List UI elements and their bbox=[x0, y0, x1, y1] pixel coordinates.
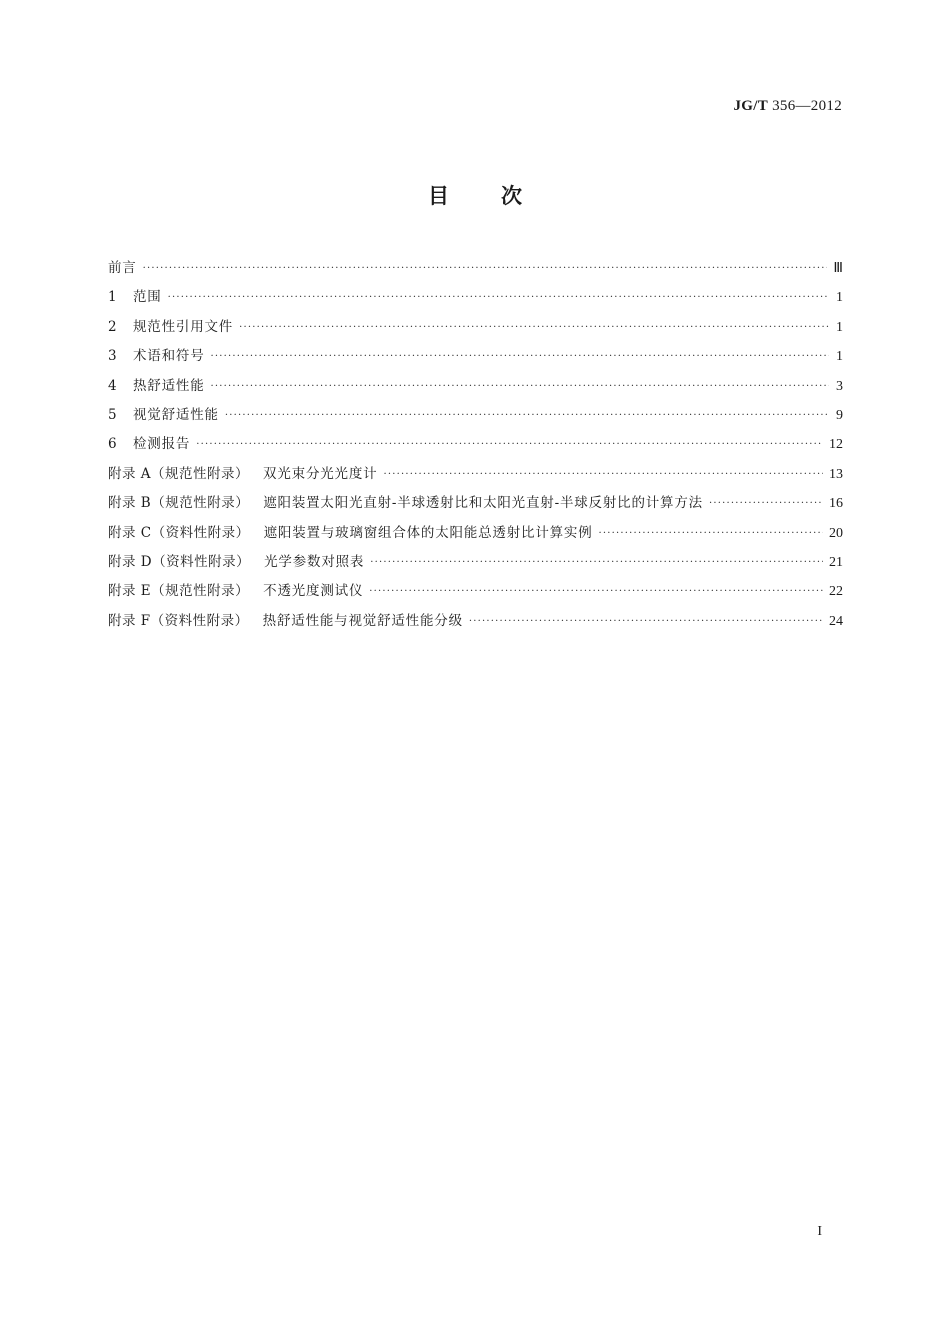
toc-entry-number: 6 bbox=[108, 436, 117, 453]
toc-entry-number: 4 bbox=[108, 377, 117, 394]
toc-dot-leader bbox=[239, 322, 829, 333]
toc-entry-appendix-prefix: 附录 B（规范性附录） bbox=[108, 495, 250, 512]
toc-entry[interactable] bbox=[108, 491, 843, 520]
toc-entry-page: 1 bbox=[836, 319, 843, 335]
toc-entry-label: 范围 bbox=[133, 289, 162, 306]
toc-entry-page: 12 bbox=[829, 437, 843, 453]
toc-entry-number: 5 bbox=[108, 406, 117, 423]
toc-dot-leader bbox=[196, 439, 823, 450]
toc-entry-number: 1 bbox=[108, 289, 117, 306]
page-number: I bbox=[817, 1224, 822, 1239]
toc-entry-label: 不透光度测试仪 bbox=[263, 583, 364, 600]
toc-entry-label: 规范性引用文件 bbox=[133, 318, 234, 335]
toc-entry-page: 13 bbox=[829, 466, 843, 482]
toc-dot-leader bbox=[211, 351, 830, 362]
toc-dot-leader bbox=[211, 381, 830, 392]
toc-dot-leader bbox=[369, 586, 823, 597]
toc-entry-label: 双光束分光光度计 bbox=[263, 465, 378, 482]
table-of-contents bbox=[108, 256, 843, 638]
toc-entry[interactable] bbox=[108, 521, 843, 550]
toc-entry-number: 2 bbox=[108, 318, 117, 335]
toc-entry-appendix-prefix: 附录 F（资料性附录） bbox=[108, 612, 249, 629]
toc-entry-label: 热舒适性能 bbox=[133, 377, 205, 394]
toc-dot-leader bbox=[709, 498, 823, 509]
toc-dot-leader bbox=[143, 263, 828, 274]
toc-entry-page: 1 bbox=[836, 349, 843, 365]
toc-entry[interactable] bbox=[108, 315, 843, 344]
toc-entry-label: 术语和符号 bbox=[133, 348, 205, 365]
toc-entry-label: 光学参数对照表 bbox=[264, 553, 365, 570]
toc-entry[interactable] bbox=[108, 285, 843, 314]
toc-dot-leader bbox=[383, 469, 823, 480]
standard-code-number: 356—2012 bbox=[772, 98, 842, 114]
page-title: 目次 bbox=[428, 184, 574, 208]
toc-entry[interactable] bbox=[108, 462, 843, 491]
toc-entry-label: 遮阳装置太阳光直射-半球透射比和太阳光直射-半球反射比的计算方法 bbox=[263, 495, 703, 512]
toc-entry[interactable] bbox=[108, 579, 843, 608]
toc-dot-leader bbox=[370, 557, 823, 568]
toc-entry[interactable] bbox=[108, 550, 843, 579]
toc-entry-label: 遮阳装置与玻璃窗组合体的太阳能总透射比计算实例 bbox=[263, 524, 593, 541]
toc-entry[interactable] bbox=[108, 432, 843, 461]
toc-dot-leader bbox=[469, 616, 823, 627]
toc-entry-page: 16 bbox=[829, 496, 843, 512]
toc-entry-number: 3 bbox=[108, 348, 117, 365]
standard-code bbox=[733, 98, 842, 115]
toc-entry-appendix-prefix: 附录 E（规范性附录） bbox=[108, 583, 250, 600]
toc-entry[interactable] bbox=[108, 344, 843, 373]
toc-dot-leader bbox=[168, 292, 829, 303]
toc-entry-label: 热舒适性能与视觉舒适性能分级 bbox=[262, 612, 463, 629]
toc-entry-appendix-prefix: 附录 D（资料性附录） bbox=[108, 553, 251, 570]
toc-entry[interactable] bbox=[108, 609, 843, 638]
toc-dot-leader bbox=[599, 528, 823, 539]
toc-entry-appendix-prefix: 附录 C（资料性附录） bbox=[108, 524, 250, 541]
toc-entry-page: 1 bbox=[836, 290, 843, 306]
toc-entry[interactable] bbox=[108, 403, 843, 432]
toc-entry-label: 视觉舒适性能 bbox=[133, 406, 219, 423]
standard-code-prefix: JG/T bbox=[733, 98, 769, 114]
toc-entry-appendix-prefix: 附录 A（规范性附录） bbox=[108, 465, 250, 482]
toc-entry-page: 9 bbox=[836, 407, 843, 423]
toc-entry-page: 21 bbox=[829, 554, 843, 570]
toc-entry-page: 20 bbox=[829, 525, 843, 541]
toc-dot-leader bbox=[225, 410, 829, 421]
toc-entry-page: Ⅲ bbox=[833, 261, 843, 276]
toc-entry-page: 3 bbox=[836, 378, 843, 394]
toc-entry[interactable] bbox=[108, 374, 843, 403]
toc-entry-label: 前言 bbox=[108, 260, 137, 276]
toc-entry-label: 检测报告 bbox=[133, 436, 191, 453]
toc-entry-page: 22 bbox=[829, 584, 843, 600]
toc-entry[interactable] bbox=[108, 256, 843, 285]
toc-entry-page: 24 bbox=[829, 613, 843, 629]
